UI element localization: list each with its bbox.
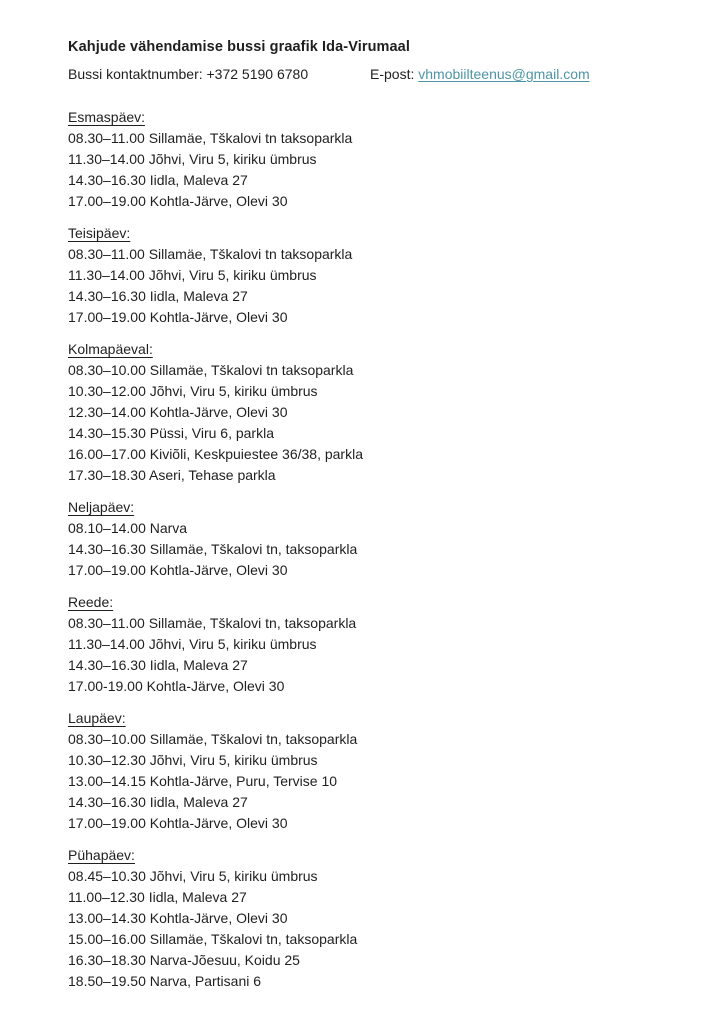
entry-time: 18.50–19.50 [68,973,146,989]
entry-location: Iidla, Maleva 27 [149,288,248,304]
entry-location: Jõhvi, Viru 5, kiriku ümbrus [148,151,317,167]
day-section [68,708,664,834]
entry-location: Kohtla-Järve, Olevi 30 [149,404,288,420]
entry-location: Sillamäe, Tškalovi tn, taksoparkla [149,541,358,557]
schedule-entry [68,560,664,581]
schedule-day-header: Esmaspäev: [68,109,146,125]
entry-location: Jõhvi, Viru 5, kiriku ümbrus [149,752,318,768]
schedule-entry [68,866,664,887]
entry-location: Kohtla-Järve, Puru, Tervise 10 [149,773,338,789]
schedule-day-header: Teisipäev: [68,225,131,241]
entry-location: Kohtla-Järve, Olevi 30 [149,910,288,926]
schedule-entry [68,950,664,971]
schedule-day-header: Laupäev: [68,710,126,726]
schedule-entry [68,771,664,792]
entry-location: Kohtla-Järve, Olevi 30 [149,309,288,325]
day-section [68,845,664,992]
schedule-entry [68,286,664,307]
entry-time: 11.30–14.00 [68,151,145,167]
entry-location: Jõhvi, Viru 5, kiriku ümbrus [148,636,317,652]
entry-location: Sillamäe, Tškalovi tn, taksoparkla [149,731,358,747]
entry-location: Iidla, Maleva 27 [148,889,247,905]
entry-location: Kohtla-Järve, Olevi 30 [146,678,285,694]
entry-time: 15.00–16.00 [68,931,146,947]
entry-time: 17.00-19.00 [68,678,143,694]
email-label: E-post: [370,66,415,82]
entry-location: Sillamäe, Tškalovi tn taksoparkla [148,130,353,146]
schedule-day-header: Pühapäev: [68,847,135,863]
contact-row [68,64,664,85]
entry-location: Sillamäe, Tškalovi tn, taksoparkla [149,931,358,947]
schedule-entry [68,360,664,381]
schedule-entry [68,191,664,212]
entry-time: 10.30–12.00 [68,383,146,399]
schedule-entry [68,539,664,560]
entry-time: 17.00–19.00 [68,309,146,325]
schedule-entry [68,887,664,908]
schedule-entry [68,792,664,813]
entry-time: 08.30–11.00 [68,246,145,262]
schedule-entry [68,149,664,170]
schedule-entry [68,381,664,402]
entry-location: Iidla, Maleva 27 [149,657,248,673]
entry-time: 16.00–17.00 [68,446,146,462]
entry-time: 08.30–11.00 [68,615,145,631]
schedule-entry [68,676,664,697]
entry-time: 17.30–18.30 [68,467,146,483]
entry-time: 12.30–14.00 [68,404,146,420]
entry-location: Jõhvi, Viru 5, kiriku ümbrus [149,383,318,399]
page-title: Kahjude vähendamise bussi graafik Ida-Virumaal [68,39,410,55]
entry-time: 11.30–14.00 [68,267,145,283]
entry-time: 13.00–14.30 [68,910,146,926]
entry-location: Narva-Jõesuu, Koidu 25 [149,952,300,968]
entry-time: 11.30–14.00 [68,636,145,652]
schedule-entry [68,729,664,750]
day-section [68,592,664,697]
entry-time: 14.30–16.30 [68,657,146,673]
schedule-entry [68,613,664,634]
schedule-entry [68,423,664,444]
entry-location: Narva [149,520,188,536]
entry-location: Kiviõli, Keskpuiestee 36/38, parkla [149,446,363,462]
entry-time: 08.10–14.00 [68,520,146,536]
schedule-day-header: Neljapäev: [68,499,135,515]
day-section [68,223,664,328]
entry-location: Sillamäe, Tškalovi tn taksoparkla [149,362,354,378]
schedule-day-header: Reede: [68,594,114,610]
schedule-entry [68,444,664,465]
schedule-entry [68,929,664,950]
entry-time: 17.00–19.00 [68,815,146,831]
entry-time: 17.00–19.00 [68,562,146,578]
entry-time: 08.30–11.00 [68,130,145,146]
entry-time: 14.30–16.30 [68,172,146,188]
entry-location: Jõhvi, Viru 5, kiriku ümbrus [148,267,317,283]
schedule-entry [68,128,664,149]
entry-time: 17.00–19.00 [68,193,146,209]
entry-time: 10.30–12.30 [68,752,146,768]
schedule-entry [68,634,664,655]
entry-time: 16.30–18.30 [68,952,146,968]
day-section [68,339,664,486]
entry-location: Sillamäe, Tškalovi tn taksoparkla [148,246,353,262]
schedule-entry [68,402,664,423]
schedule-entry [68,265,664,286]
schedule-entry [68,655,664,676]
entry-time: 14.30–16.30 [68,541,146,557]
schedule-entry [68,518,664,539]
entry-time: 11.00–12.30 [68,889,145,905]
entry-location: Jõhvi, Viru 5, kiriku ümbrus [149,868,318,884]
entry-location: Iidla, Maleva 27 [149,172,248,188]
entry-location: Kohtla-Järve, Olevi 30 [149,193,288,209]
email-link[interactable]: vhmobiilteenus@gmail.com [418,66,590,82]
entry-time: 14.30–15.30 [68,425,146,441]
contact-phone: Bussi kontaktnumber: +372 5190 6780 [68,66,309,82]
entry-location: Kohtla-Järve, Olevi 30 [149,815,288,831]
entry-time: 08.30–10.00 [68,362,146,378]
entry-location: Sillamäe, Tškalovi tn, taksoparkla [148,615,357,631]
schedule-entry [68,813,664,834]
entry-location: Kohtla-Järve, Olevi 30 [149,562,288,578]
schedule-entry [68,971,664,992]
schedule-entry [68,307,664,328]
entry-time: 13.00–14.15 [68,773,146,789]
entry-time: 08.45–10.30 [68,868,146,884]
schedule-entry [68,244,664,265]
entry-location: Iidla, Maleva 27 [149,794,248,810]
day-section [68,107,664,212]
schedule-list [68,107,664,992]
entry-time: 08.30–10.00 [68,731,146,747]
schedule-day-header: Kolmapäeval: [68,341,153,357]
entry-location: Narva, Partisani 6 [149,973,262,989]
day-section [68,497,664,581]
schedule-entry [68,908,664,929]
entry-location: Püssi, Viru 6, parkla [149,425,274,441]
contact-email [370,64,590,85]
schedule-entry [68,170,664,191]
schedule-entry [68,750,664,771]
entry-time: 14.30–16.30 [68,794,146,810]
schedule-entry [68,465,664,486]
entry-time: 14.30–16.30 [68,288,146,304]
entry-location: Aseri, Tehase parkla [148,467,276,483]
